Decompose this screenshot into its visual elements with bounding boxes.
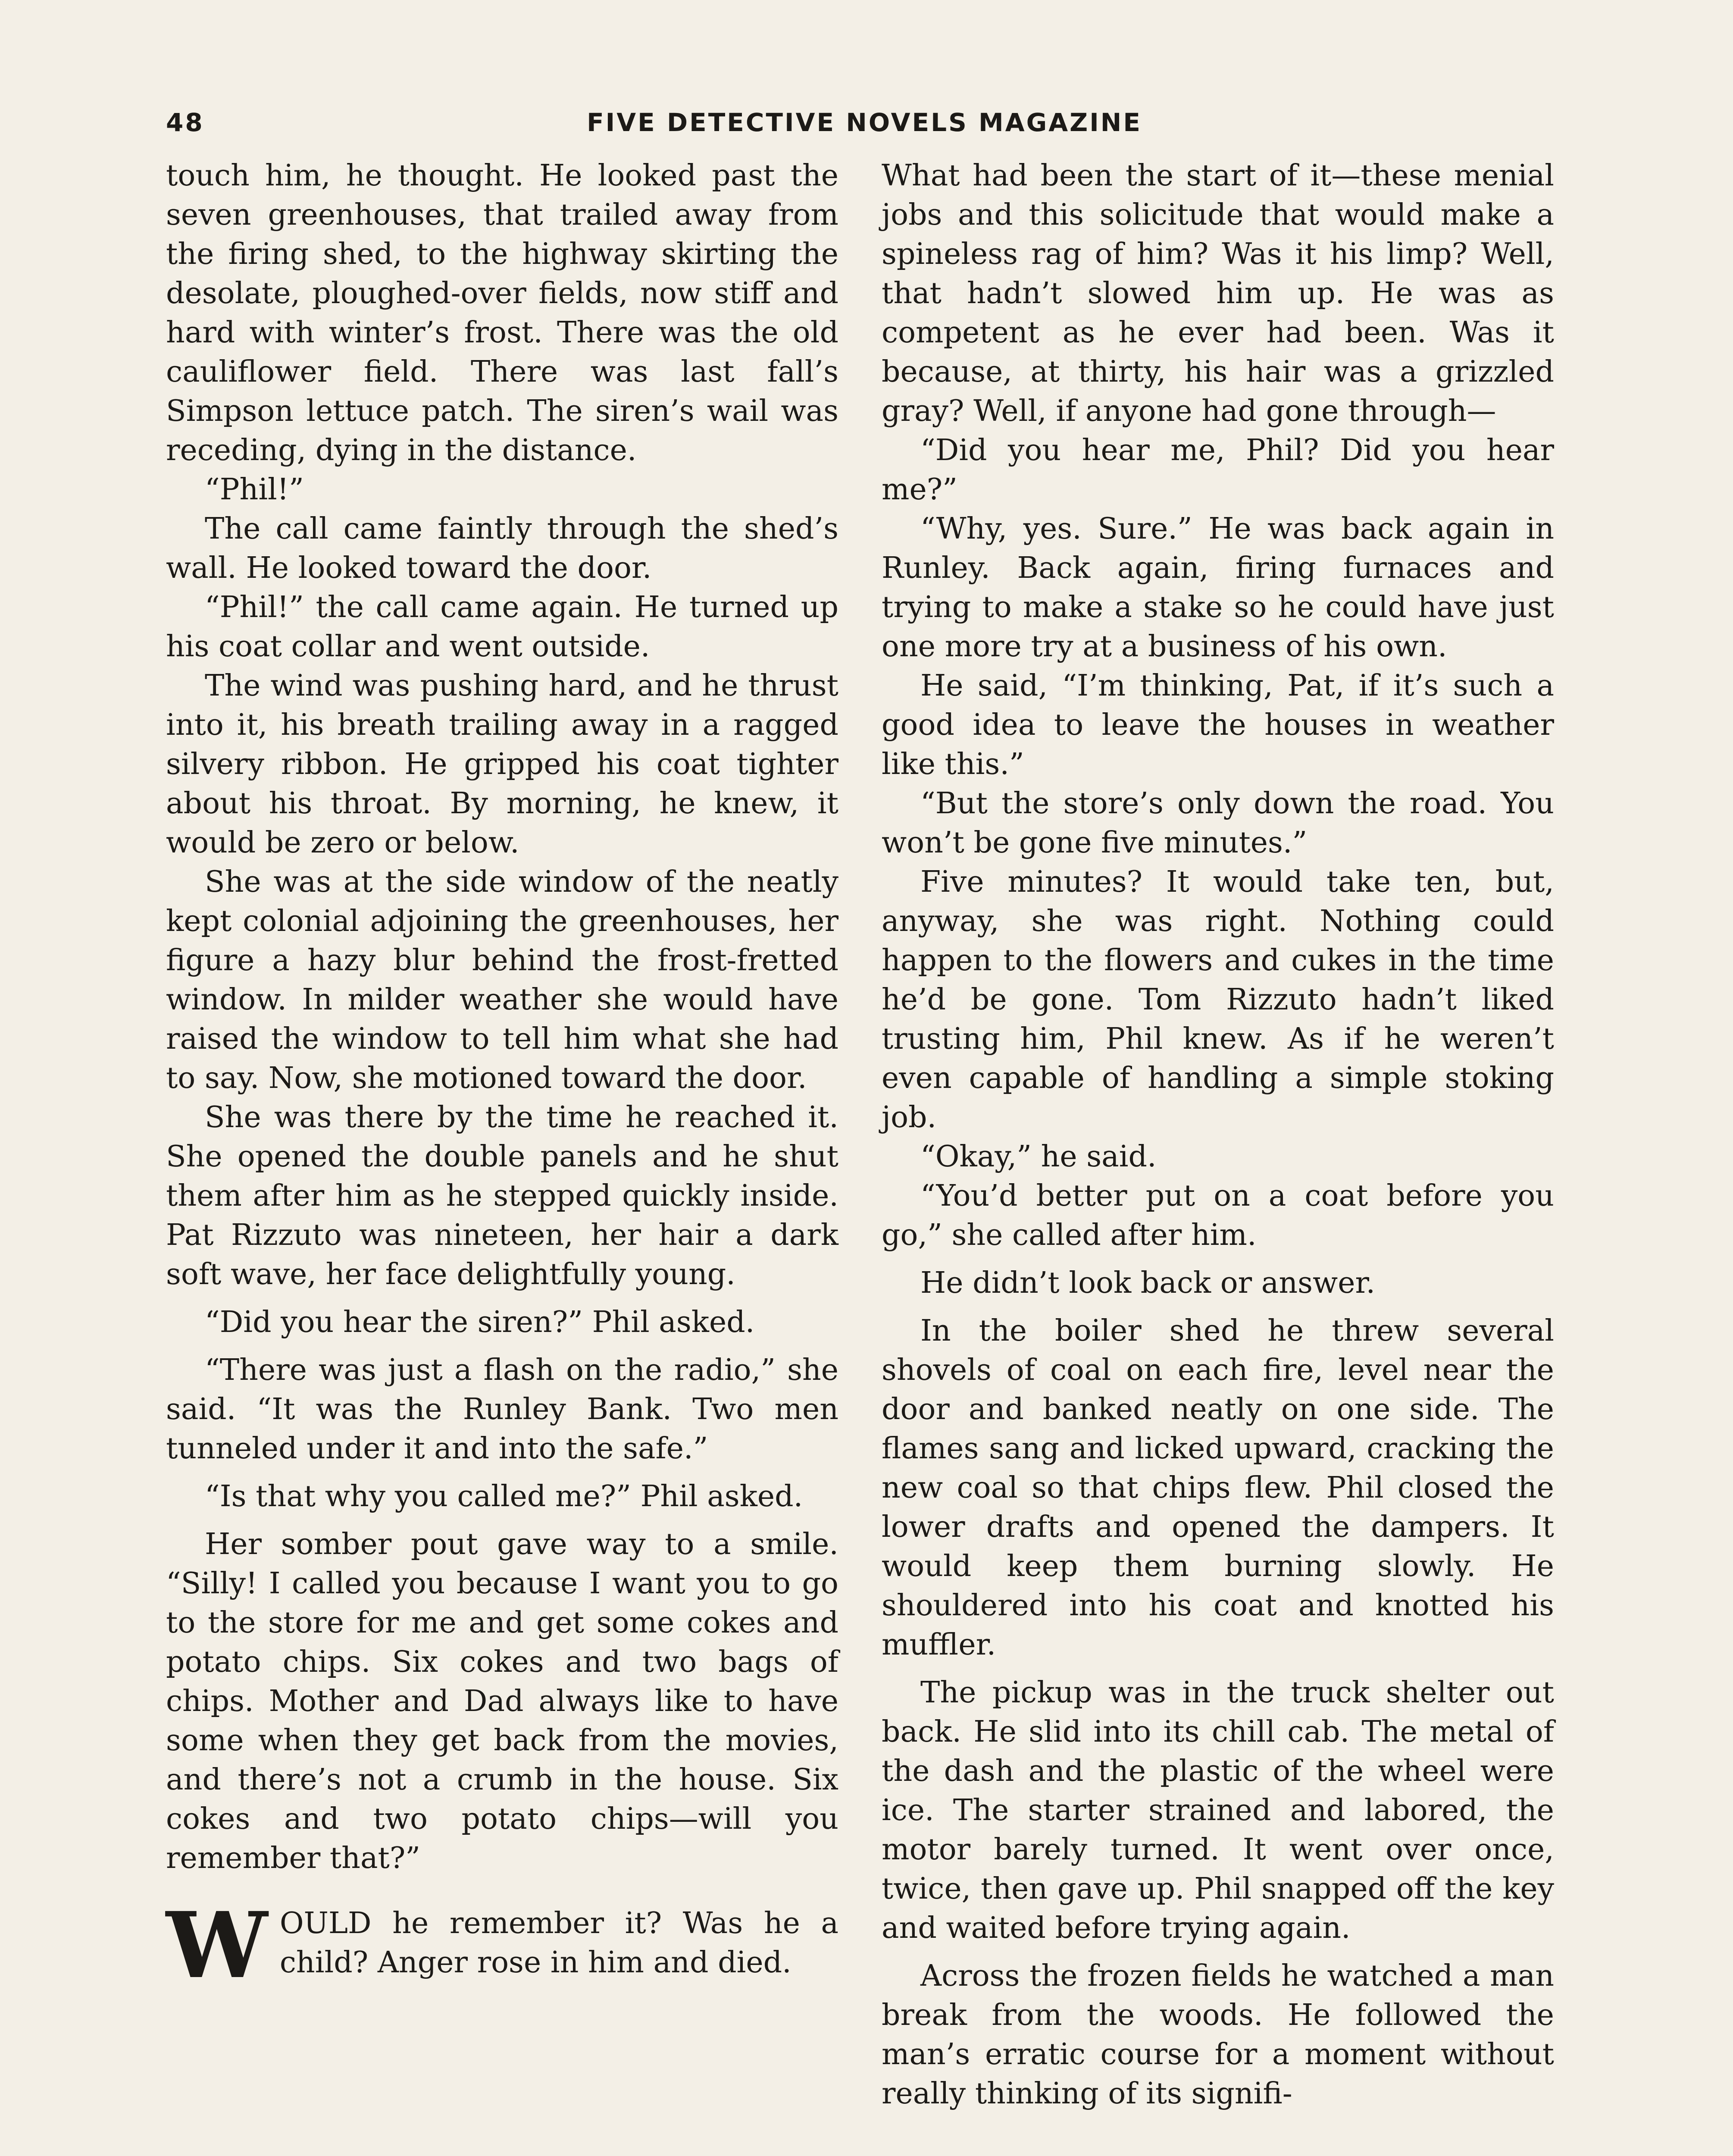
paragraph: He said, “I’m thinking, Pat, if it’s such a good idea to leave the houses in weather like this.” [882,669,1554,781]
paragraph: “Did you hear the siren?” Phil asked. [205,1305,755,1339]
paragraph: He didn’t look back or answer. [920,1266,1376,1300]
drop-cap: W [166,1892,268,1999]
paragraph: “Why, yes. Sure.” He was back again in Runley. Back again, firing furnaces and trying to make a stake so he could have just one more try at a business of his own. [882,512,1554,664]
dropcap-text: OULD he remember it? Was he a child? Anger rose in him and died. [279,1906,838,1980]
paragraph: “Okay,” he said. [920,1140,1157,1174]
page-number: 48 [166,108,204,137]
paragraph: The call came faintly through the shed’s wall. He looked toward the door. [166,512,838,585]
page-header [166,108,1563,147]
paragraph: In the boiler shed he threw several shovels of coal on each fire, level near the door and banked neatly on one side. The flames sang and licked upward, cracking the new coal so that chips flew. Phil closed the lower drafts and opened the dampers. It would keep them burning slowly. He shouldered into his coat and knotted his muffler. [882,1314,1554,1662]
right-column [882,156,1554,2113]
paragraph: “There was just a flash on the radio,” she said. “It was the Runley Bank. Two men tunneled under it and into the safe.” [166,1353,838,1466]
paragraph: “You’d better put on a coat before you go,” she called after him. [882,1179,1554,1252]
paragraph: The wind was pushing hard, and he thrust into it, his breath trailing away in a ragged silvery ribbon. He gripped his coat tighter about his throat. By morning, he knew, it would be zero or below. [166,669,838,860]
paragraph: She was there by the time he reached it. She opened the double panels and he shut them after him as he stepped quickly inside. Pat Rizzuto was nineteen, her hair a dark soft wave, her face delightfully young. [166,1100,838,1291]
left-column [166,156,838,1999]
paragraph: “Phil!” the call came again. He turned up his coat collar and went outside. [166,590,838,664]
paragraph: “But the store’s only down the road. You won’t be gone five minutes.” [882,787,1554,860]
paragraph: She was at the side window of the neatly kept colonial adjoining the greenhouses, her figure a hazy blur behind the frost-fretted window. In milder weather she would have raised the window to tell him what she had to say. Now, she motioned toward the door. [166,865,838,1095]
paragraph: touch him, he thought. He looked past the seven greenhouses, that trailed away from the firing shed, to the highway skirting the desolate, ploughed-over fields, now stiff and hard with winter’s frost. There was the old cauliflower field. There was last fall’s Simpson lettuce patch. The siren’s wail was receding, dying in the distance. [166,159,838,467]
paragraph: What had been the start of it—these menial jobs and this solicitude that would make a spineless rag of him? Was it his limp? Well, that hadn’t slowed him up. He was as competent as he ever had been. Was it because, at thirty, his hair was a grizzled gray? Well, if anyone had gone through— [882,159,1554,428]
dropcap-paragraph [166,1892,838,1999]
paragraph: Across the frozen fields he watched a man break from the woods. He followed the man’s erratic course for a moment without really thinking of its signifi- [882,1959,1554,2111]
paragraph: “Is that why you called me?” Phil asked. [205,1479,803,1514]
paragraph: “Phil!” [205,473,304,507]
paragraph: Her somber pout gave way to a smile. “Silly! I called you because I want you to go to the store for me and get some cokes and potato chips. Six cokes and two bags of chips. Mother and Dad always like to have some when they get back from the movies, and there’s not a crumb in the house. Six cokes and two potato chips—will you remember that?” [166,1527,838,1875]
paragraph: Five minutes? It would take ten, but, anyway, she was right. Nothing could happen to the flowers and cukes in the time he’d be gone. Tom Rizzuto hadn’t liked trusting him, Phil knew. As if he weren’t even capable of handling a simple stoking job. [882,865,1554,1134]
paragraph: “Did you hear me, Phil? Did you hear me?” [882,433,1554,507]
paragraph: The pickup was in the truck shelter out back. He slid into its chill cab. The metal of the dash and the plastic of the wheel were ice. The starter strained and labored, the motor barely turned. It went over once, twice, then gave up. Phil snapped off the key and waited before trying again. [882,1676,1554,1945]
magazine-title: FIVE DETECTIVE NOVELS MAGAZINE [587,108,1142,137]
